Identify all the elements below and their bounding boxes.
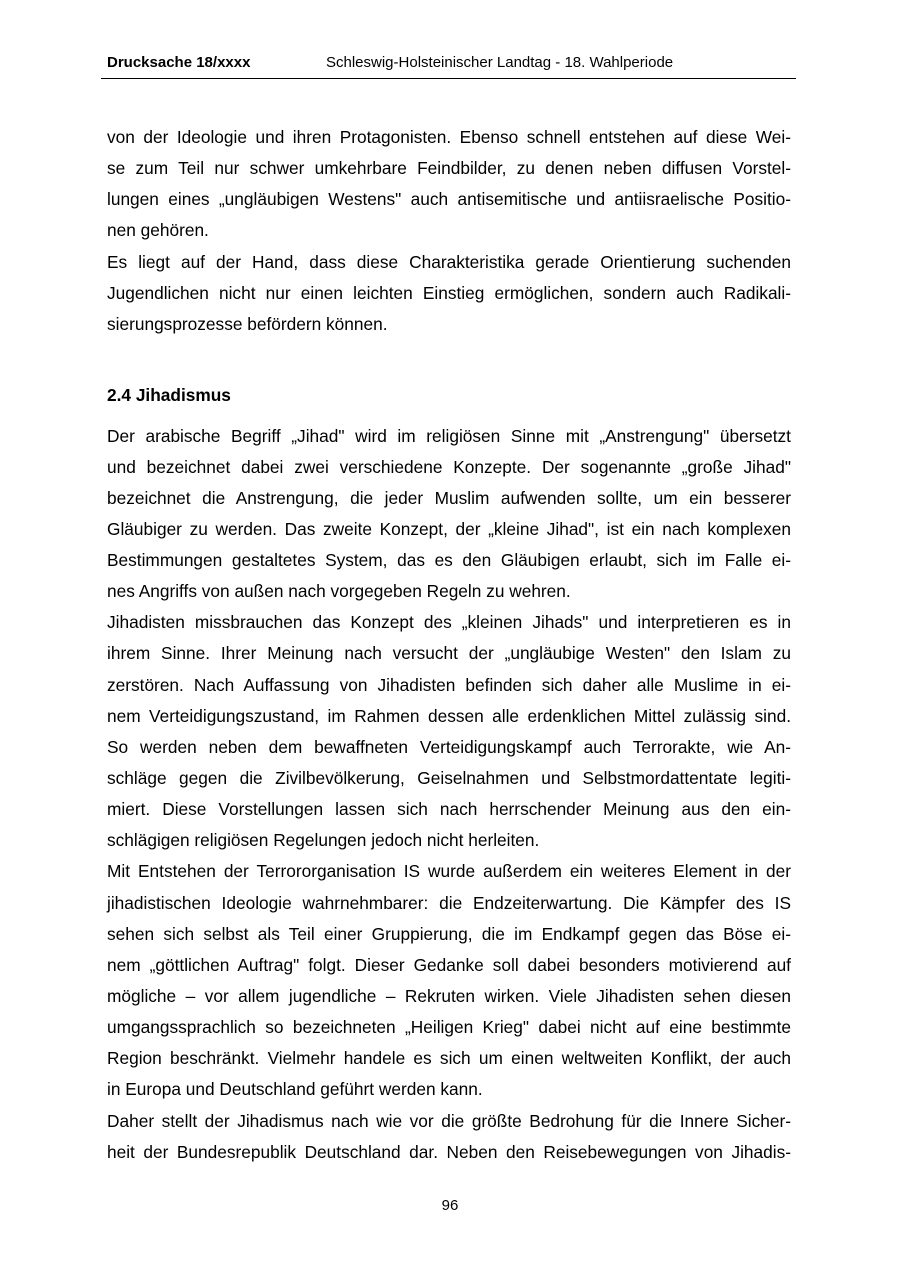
text-line: nem Verteidigungszustand, im Rahmen dessen alle erdenklichen Mittel zulässig sind. — [107, 706, 791, 726]
text-line: lungen eines „ungläubigen Westens" auch antisemitische und antiisraelische Positio- — [107, 189, 791, 209]
text-line: Jugendlichen nicht nur einen leichten Einstieg ermöglichen, sondern auch Radikali- — [107, 283, 791, 303]
text-line: ihrem Sinne. Ihrer Meinung nach versucht der „ungläubige Westen" den Islam zu — [107, 643, 791, 663]
text-line: und bezeichnet dabei zwei verschiedene Konzepte. Der sogenannte „große Jihad" — [107, 457, 791, 477]
text-line: bezeichnet die Anstrengung, die jeder Muslim aufwenden sollte, um ein besserer — [107, 488, 791, 508]
parliament-title: Schleswig-Holsteinischer Landtag - 18. Wahlperiode — [326, 54, 674, 71]
text-line: umgangssprachlich so bezeichneten „Heiligen Krieg" dabei nicht auf eine bestimmte — [107, 1017, 791, 1037]
text-line: sehen sich selbst als Teil einer Gruppierung, die im Endkampf gegen das Böse ei- — [107, 924, 791, 944]
section-heading: 2.4 Jihadismus — [107, 385, 231, 405]
text-line: se zum Teil nur schwer umkehrbare Feindbilder, zu denen neben diffusen Vorstel- — [107, 158, 791, 178]
text-line: jihadistischen Ideologie wahrnehmbarer: die Endzeiterwartung. Die Kämpfer des IS — [107, 893, 791, 913]
text-line: schlägigen religiösen Regelungen jedoch nicht herleiten. — [107, 830, 540, 850]
text-line: nes Angriffs von außen nach vorgegeben Regeln zu wehren. — [107, 581, 571, 601]
text-line: Der arabische Begriff „Jihad" wird im religiösen Sinne mit „Anstrengung" übersetzt — [107, 426, 791, 446]
text-line: Es liegt auf der Hand, dass diese Charakteristika gerade Orientierung suchenden — [107, 252, 791, 272]
text-line: So werden neben dem bewaffneten Verteidigungskampf auch Terrorakte, wie An- — [107, 737, 791, 757]
text-line: Mit Entstehen der Terrororganisation IS wurde außerdem ein weiteres Element in der — [107, 861, 791, 881]
text-line: schläge gegen die Zivilbevölkerung, Geiselnahmen und Selbstmordattentate legiti- — [107, 768, 791, 788]
document-number: Drucksache 18/xxxx — [107, 54, 251, 71]
text-line: Jihadisten missbrauchen das Konzept des „kleinen Jihads" und interpretieren es in — [107, 612, 791, 632]
text-line: Bestimmungen gestaltetes System, das es den Gläubigen erlaubt, sich im Falle ei- — [107, 550, 791, 570]
page-header — [101, 52, 796, 79]
text-line: Daher stellt der Jihadismus nach wie vor die größte Bedrohung für die Innere Sicher- — [107, 1111, 791, 1131]
text-line: nem „göttlichen Auftrag" folgt. Dieser Gedanke soll dabei besonders motivierend auf — [107, 955, 791, 975]
text-line: heit der Bundesrepublik Deutschland dar. Neben den Reisebewegungen von Jihadis- — [107, 1142, 791, 1162]
text-line: von der Ideologie und ihren Protagonisten. Ebenso schnell entstehen auf diese Wei- — [107, 127, 791, 147]
text-line: in Europa und Deutschland geführt werden kann. — [107, 1079, 483, 1099]
text-line: nen gehören. — [107, 220, 209, 240]
text-line: Region beschränkt. Vielmehr handele es sich um einen weltweiten Konflikt, der auch — [107, 1048, 791, 1068]
text-line: Gläubiger zu werden. Das zweite Konzept, der „kleine Jihad", ist ein nach komplexen — [107, 519, 791, 539]
text-line: mögliche – vor allem jugendliche – Rekruten wirken. Viele Jihadisten sehen diesen — [107, 986, 791, 1006]
text-line: miert. Diese Vorstellungen lassen sich nach herrschender Meinung aus den ein- — [107, 799, 791, 819]
text-line: sierungsprozesse befördern können. — [107, 314, 388, 334]
text-line: zerstören. Nach Auffassung von Jihadisten befinden sich daher alle Muslime in ei- — [107, 675, 791, 695]
page-number: 96 — [441, 1197, 459, 1214]
